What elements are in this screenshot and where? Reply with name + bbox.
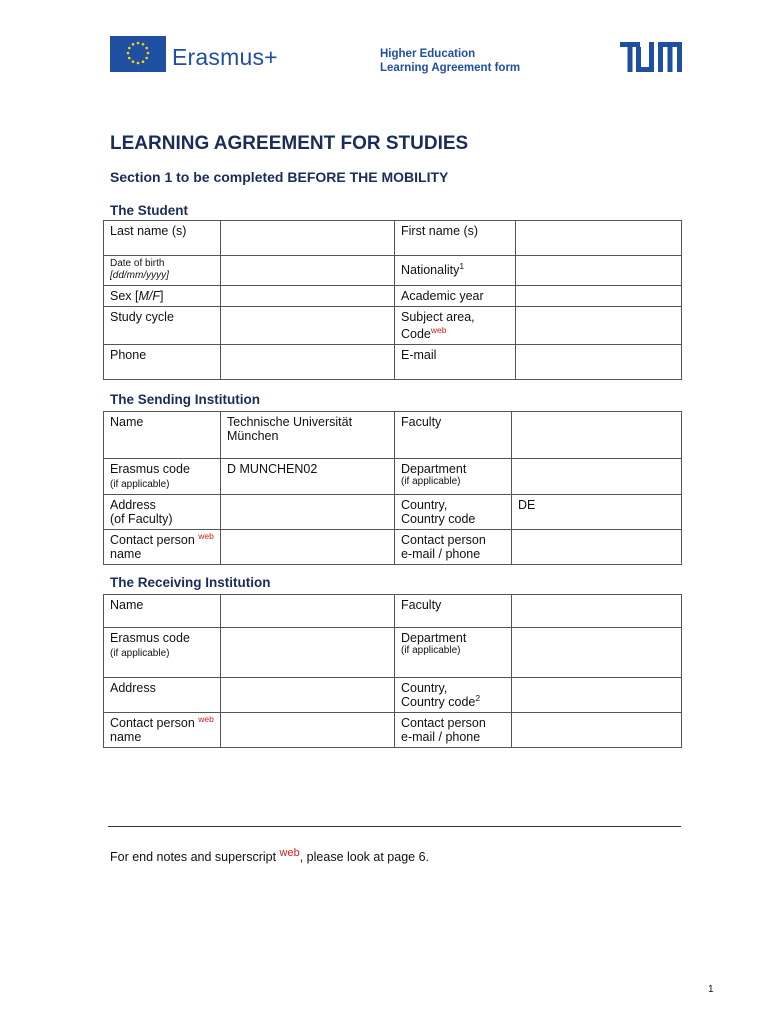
sending-department-field[interactable] [512,459,682,495]
sending-address-field[interactable] [221,495,395,530]
sending-erasmus-label: Erasmus code (if applicable) [104,459,221,495]
receiving-contact-field[interactable] [221,713,395,748]
page-number: 1 [708,984,714,995]
subject-area-field[interactable] [516,307,682,345]
receiving-address-field[interactable] [221,678,395,713]
email-label: E-mail [395,345,516,380]
receiving-table [103,594,682,748]
student-heading: The Student [110,203,188,218]
study-cycle-field[interactable] [221,307,395,345]
nationality-label: Nationality$^1$ [395,256,516,286]
form-type-line2: Learning Agreement form [380,62,521,74]
sending-department-label: Department (if applicable) [395,459,512,495]
form-type-title [380,47,520,75]
receiving-contact-email-field[interactable] [512,713,682,748]
study-cycle-label: Study cycle [104,307,221,345]
sending-country-label: Country, Country code [395,495,512,530]
sex-label: Sex [M/F] [104,286,221,307]
student-table [103,220,682,380]
nationality-field[interactable] [516,256,682,286]
form-type-line1: Higher Education [380,48,476,60]
last-name-field[interactable] [221,221,395,256]
subject-area-label: Subject area, Code$^{web}$ [395,307,516,345]
footnote-divider [108,826,681,827]
tum-logo [620,42,682,72]
sending-contact-field[interactable] [221,530,395,565]
receiving-name-field[interactable] [221,595,395,628]
receiving-department-label: Department (if applicable) [395,628,512,678]
receiving-address-label: Address [104,678,221,713]
receiving-contact-label: Contact person $^{web}$ name [104,713,221,748]
first-name-label: First name (s) [395,221,516,256]
academic-year-field[interactable] [516,286,682,307]
first-name-field[interactable] [516,221,682,256]
eu-flag-logo [110,36,166,72]
sending-erasmus-field[interactable]: D MUNCHEN02 [221,459,395,495]
receiving-faculty-label: Faculty [395,595,512,628]
sending-table [103,411,682,565]
sending-faculty-label: Faculty [395,412,512,459]
sending-contact-email-field[interactable] [512,530,682,565]
section-title: Section 1 to be completed BEFORE THE MOBILITY [110,169,449,185]
receiving-faculty-field[interactable] [512,595,682,628]
sending-heading: The Sending Institution [110,392,260,407]
receiving-erasmus-label: Erasmus code (if applicable) [104,628,221,678]
sending-contact-email-label: Contact person e-mail / phone [395,530,512,565]
receiving-heading: The Receiving Institution [110,575,271,590]
sending-name-field[interactable]: Technische Universität München [221,412,395,459]
sending-contact-label: Contact person $^{web}$ name [104,530,221,565]
sending-faculty-field[interactable] [512,412,682,459]
sex-field[interactable] [221,286,395,307]
receiving-erasmus-field[interactable] [221,628,395,678]
receiving-department-field[interactable] [512,628,682,678]
sending-country-field[interactable]: DE [512,495,682,530]
sending-address-label: Address (of Faculty) [104,495,221,530]
receiving-country-field[interactable] [512,678,682,713]
erasmus-brand: Erasmus+ [172,44,278,70]
footnote: For end notes and superscript web, please look at page 6. [110,847,429,865]
phone-field[interactable] [221,345,395,380]
sending-name-label: Name [104,412,221,459]
dob-label: Date of birth [dd/mm/yyyy] [104,256,221,286]
page-title: LEARNING AGREEMENT FOR STUDIES [110,133,469,154]
phone-label: Phone [104,345,221,380]
dob-field[interactable] [221,256,395,286]
receiving-country-label: Country, Country code$^2$ [395,678,512,713]
last-name-label: Last name (s) [104,221,221,256]
receiving-contact-email-label: Contact person e-mail / phone [395,713,512,748]
email-field[interactable] [516,345,682,380]
receiving-name-label: Name [104,595,221,628]
academic-year-label: Academic year [395,286,516,307]
